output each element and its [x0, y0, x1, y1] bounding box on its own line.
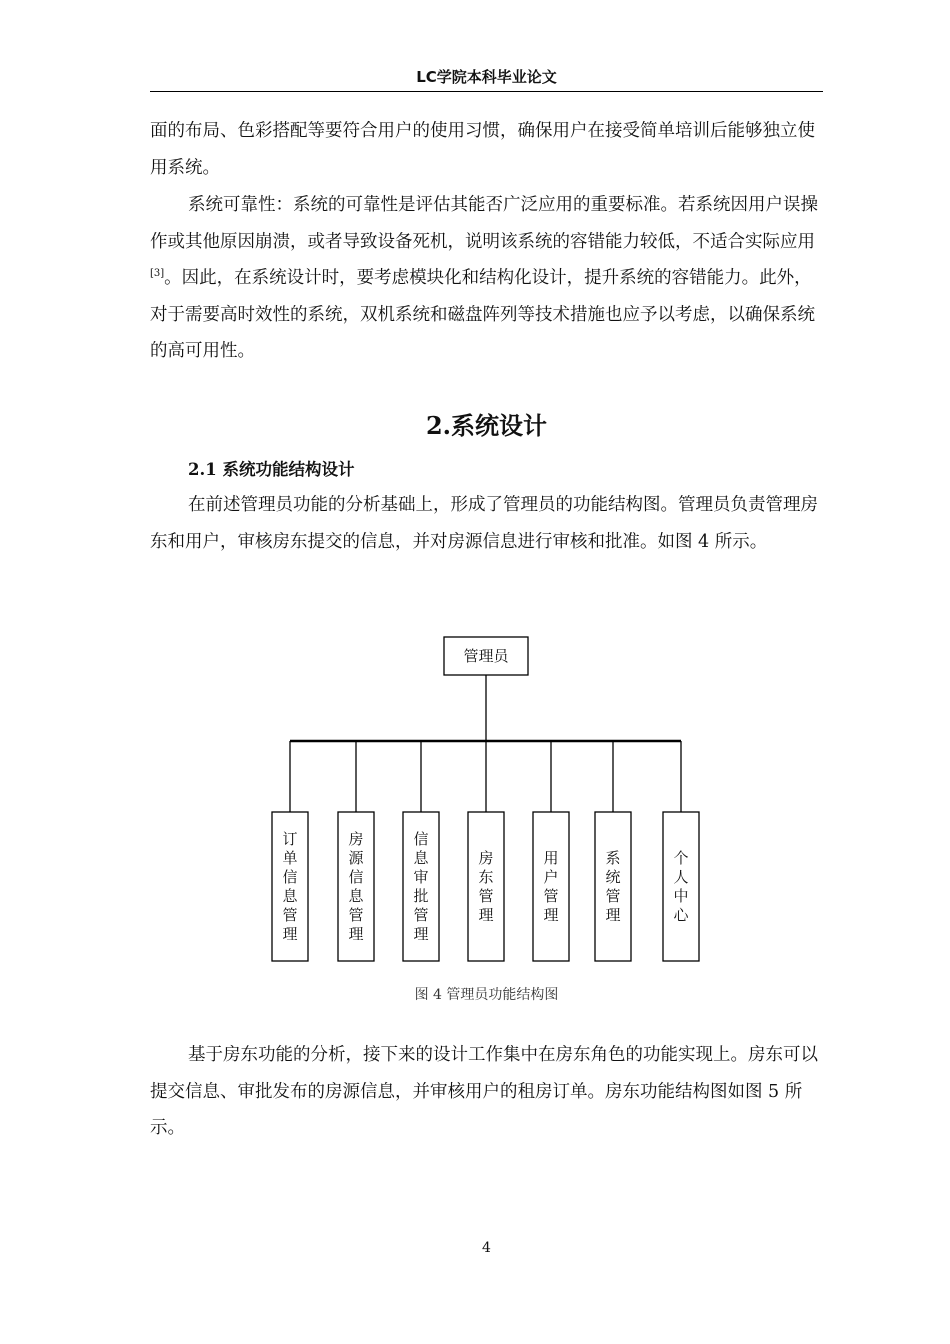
child-label-char: 管 — [348, 906, 364, 924]
paragraph-4-text: 基于房东功能的分析，接下来的设计工作集中在房东角色的功能实现上。房东可以提交信息、审批发布的房源信息，并审核用户的租房订单。房东功能结构图如图 5 所示。 — [150, 1045, 818, 1138]
child-label-char: 订 — [282, 830, 298, 848]
child-label-char: 信 — [413, 830, 429, 848]
page-header-title: LC学院本科毕业论文 — [416, 68, 557, 86]
child-label-char: 管 — [413, 906, 429, 924]
child-label-char: 房 — [478, 849, 494, 867]
child-label-char: 单 — [282, 849, 298, 867]
root-label: 管理员 — [463, 647, 509, 665]
child-boxes — [272, 741, 699, 961]
child-label-char: 管 — [543, 887, 559, 905]
child-label-char: 理 — [478, 906, 494, 924]
child-label-char: 个 — [673, 849, 689, 867]
paragraph-3-text: 在前述管理员功能的分析基础上，形成了管理员的功能结构图。管理员负责管理房东和用户，审核房东提交的信息，并对房源信息进行审核和批准。如图 4 所示。 — [150, 495, 818, 552]
child-label-char: 统 — [605, 868, 621, 886]
child-label-char: 理 — [282, 925, 298, 943]
child-label-char: 户 — [543, 868, 559, 886]
child-label-char: 信 — [348, 868, 364, 886]
paragraph-4 — [150, 1037, 822, 1147]
paragraph-2-part-2: 。因此，在系统设计时，要考虑模块化和结构化设计，提升系统的容错能力。此外，对于需要高时效性的系统，双机系统和磁盘阵列等技术措施也应予以考虑，以确保系统的高可用性。 — [150, 268, 815, 361]
child-label-char: 管 — [478, 887, 494, 905]
child-label-char: 源 — [348, 849, 364, 867]
child-label-char: 管 — [282, 906, 298, 924]
child-label-char: 息 — [413, 849, 429, 867]
child-label-char: 息 — [282, 887, 298, 905]
section-heading: 2.系统设计 — [425, 411, 548, 440]
figure-caption: 图 4 管理员功能结构图 — [414, 987, 559, 1003]
child-label-char: 理 — [413, 925, 429, 943]
child-label-char: 系 — [605, 849, 621, 867]
child-label-char: 理 — [543, 906, 559, 924]
child-label-char: 管 — [605, 887, 621, 905]
paragraph-1-text: 面的布局、色彩搭配等要符合用户的使用习惯，确保用户在接受简单培训后能够独立使用系统。 — [150, 121, 815, 178]
paragraph-2-part-1: 系统可靠性：系统的可靠性是评估其能否广泛应用的重要标准。若系统因用户误操作或其他原因崩溃，或者导致设备死机，说明该系统的容错能力较低，不适合实际应用 — [150, 195, 818, 252]
child-label-char: 东 — [478, 868, 494, 886]
subsection-heading: 2.1 系统功能结构设计 — [188, 460, 355, 479]
child-label-char: 理 — [348, 925, 364, 943]
child-label-char: 审 — [413, 868, 429, 886]
child-label-char: 房 — [348, 830, 364, 848]
child-label-char: 批 — [413, 887, 429, 905]
child-label-char: 人 — [673, 868, 689, 886]
child-label-char: 息 — [348, 887, 364, 905]
child-label-char: 用 — [543, 849, 559, 867]
page-number: 4 — [482, 1240, 491, 1256]
citation-ref: [3] — [150, 268, 165, 280]
child-label-char: 心 — [673, 906, 689, 924]
child-label-char: 信 — [282, 868, 298, 886]
child-label-char: 中 — [673, 887, 689, 905]
child-label-char: 理 — [605, 906, 621, 924]
